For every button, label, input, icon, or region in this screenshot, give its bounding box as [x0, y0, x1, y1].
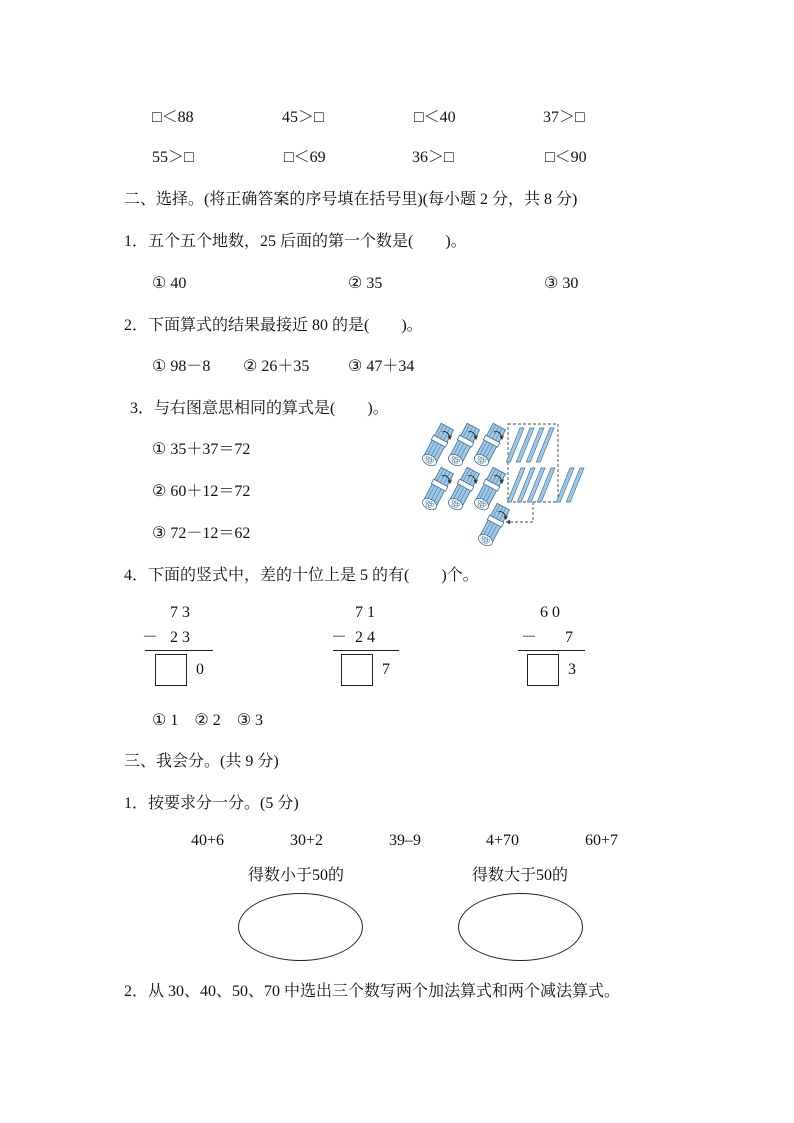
q4-options: ① 1 ② 2 ③ 3	[152, 712, 264, 729]
question-1-stem: 1．五个五个地数，25 后面的第一个数是( )。	[124, 233, 467, 250]
answer-box[interactable]	[527, 654, 559, 686]
expression-card: 60+7	[585, 832, 619, 849]
vertical-result: 0	[196, 661, 204, 678]
compare-item: 37＞□	[543, 109, 585, 126]
expression-card: 30+2	[290, 832, 324, 849]
stick-bundles-figure	[420, 418, 590, 550]
question-2-stem: 2．下面算式的结果最接近 80 的是( )。	[124, 317, 423, 334]
minus-sign: －	[521, 629, 538, 646]
vertical-line	[145, 650, 213, 651]
section-3-title: 三、我会分。(共 9 分)	[124, 753, 279, 770]
q3-option: ③ 72－12＝62	[152, 525, 251, 542]
compare-item: □＜90	[545, 149, 587, 166]
q3-option: ② 60＋12＝72	[152, 483, 251, 500]
question-2-stem: 2．从 30、40、50、70 中选出三个数写两个加法算式和两个减法算式。	[124, 983, 621, 1000]
vertical-result: 7	[382, 661, 390, 678]
answer-box[interactable]	[155, 654, 187, 686]
vertical-bottom-number: 7	[565, 629, 573, 646]
vertical-bottom-number: 2 3	[170, 629, 190, 646]
expression-card: 40+6	[191, 832, 225, 849]
question-3-stem: 3．与右图意思相同的算式是( )。	[130, 400, 389, 417]
answer-ellipse-less[interactable]	[238, 893, 363, 961]
compare-item: □＜69	[284, 149, 326, 166]
vertical-top-number: 7 3	[170, 604, 190, 621]
q2-option: ③ 47＋34	[348, 358, 415, 375]
question-4-stem: 4．下面的竖式中，差的十位上是 5 的有( )个。	[124, 567, 479, 584]
compare-item: 36＞□	[412, 149, 454, 166]
vertical-bottom-number: 2 4	[355, 629, 375, 646]
expression-card: 39–9	[389, 832, 421, 849]
q1-option: ② 35	[348, 275, 383, 292]
vertical-result: 3	[568, 661, 576, 678]
compare-item: □＜88	[152, 109, 194, 126]
section-2-title: 二、选择。(将正确答案的序号填在括号里)(每小题 2 分，共 8 分)	[124, 191, 578, 208]
q3-option: ① 35＋37＝72	[152, 441, 251, 458]
group-label-less: 得数小于50的	[248, 867, 345, 884]
vertical-top-number: 6 0	[540, 604, 560, 621]
vertical-line	[333, 650, 399, 651]
q2-option: ② 26＋35	[243, 358, 310, 375]
vertical-top-number: 7 1	[355, 604, 375, 621]
q2-option: ① 98－8	[152, 358, 211, 375]
minus-sign: －	[142, 629, 159, 646]
minus-sign: －	[331, 629, 348, 646]
vertical-line	[518, 650, 585, 651]
q1-option: ③ 30	[544, 275, 579, 292]
expression-card: 4+70	[486, 832, 520, 849]
group-label-greater: 得数大于50的	[472, 867, 569, 884]
question-1-stem: 1．按要求分一分。(5 分)	[124, 795, 299, 812]
answer-box[interactable]	[341, 654, 373, 686]
compare-item: 45＞□	[282, 109, 324, 126]
compare-item: 55＞□	[152, 149, 194, 166]
answer-ellipse-greater[interactable]	[458, 893, 583, 961]
compare-item: □＜40	[414, 109, 456, 126]
q1-option: ① 40	[152, 275, 187, 292]
